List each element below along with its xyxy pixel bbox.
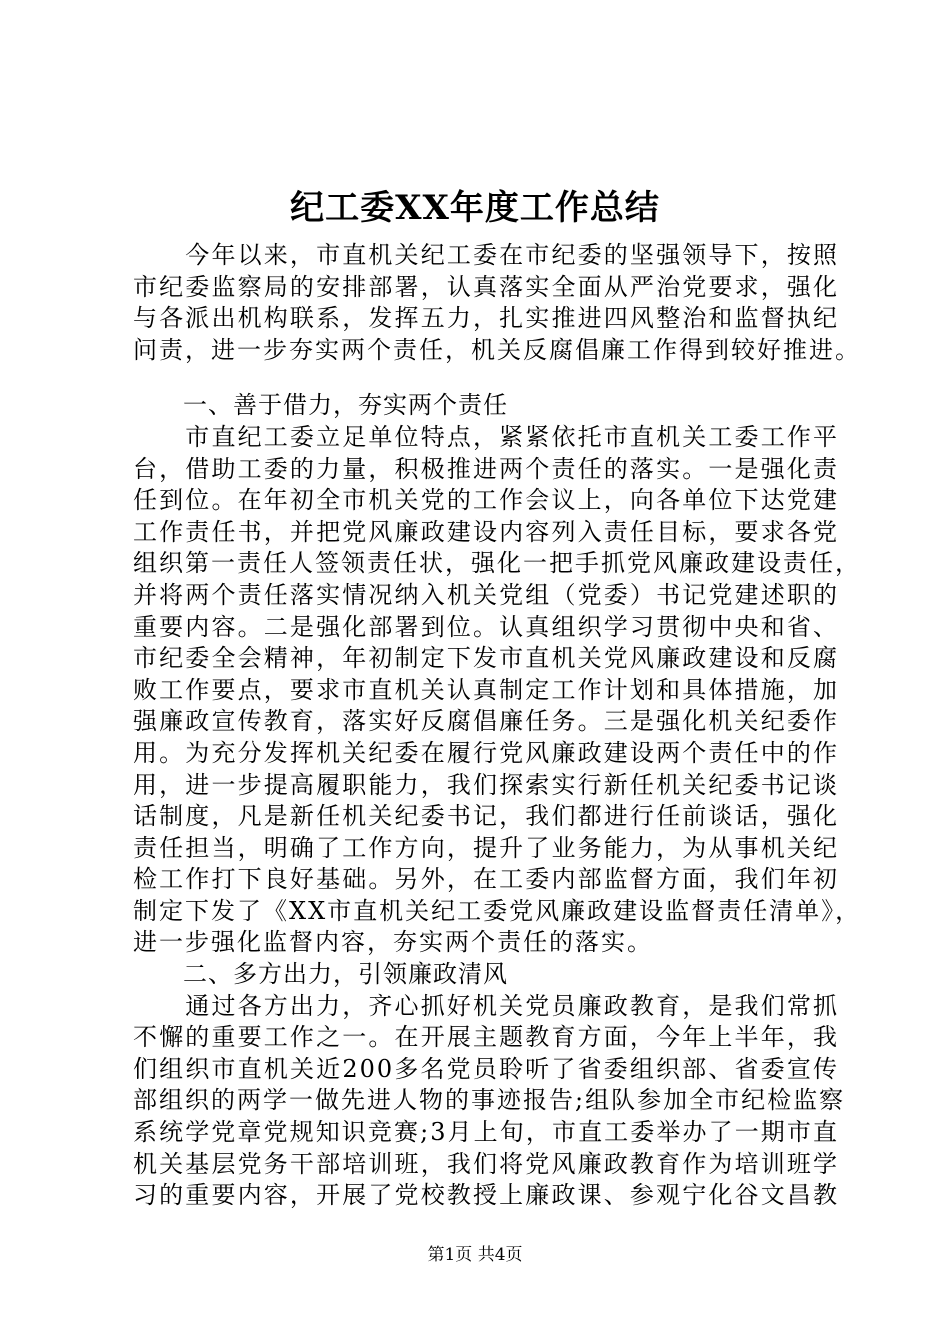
text-line: 台，借助工委的力量，积极推进两个责任的落实。一是强化责 — [133, 454, 839, 483]
text-line: 并将两个责任落实情况纳入机关党组（党委）书记党建述职的 — [133, 580, 839, 609]
text-line: 问责，进一步夯实两个责任，机关反腐倡廉工作得到较好推进。 — [133, 335, 861, 364]
text-line: 部组织的两学一做先进人物的事迹报告;组队参加全市纪检监察 — [133, 1086, 846, 1115]
text-line: 系统学党章党规知识竞赛;3月上旬，市直工委举办了一期市直 — [133, 1118, 839, 1147]
intro-paragraph — [133, 240, 861, 366]
text-line: 任到位。在年初全市机关党的工作会议上，向各单位下达党建 — [133, 486, 839, 515]
paragraph-gap — [133, 366, 839, 390]
document-body — [133, 240, 862, 1212]
section-heading: 二、多方出力，引领廉政清风 — [133, 960, 508, 989]
page-number-footer: 第1页 共4页 — [427, 1245, 523, 1265]
text-line: 市直纪工委立足单位特点，紧紧依托市直机关工委工作平 — [133, 422, 839, 451]
text-line: 通过各方出力，齐心抓好机关党员廉政教育，是我们常抓 — [133, 991, 839, 1020]
text-line: 今年以来，市直机关纪工委在市纪委的坚强领导下，按照 — [133, 241, 839, 269]
text-line: 败工作要点，要求市直机关认真制定工作计划和具体措施，加 — [133, 675, 839, 704]
text-line: 工作责任书，并把党风廉政建设内容列入责任目标，要求各党 — [133, 517, 839, 546]
text-line: 检工作打下良好基础。另外，在工委内部监督方面，我们年初 — [133, 865, 839, 894]
text-line: 话制度，凡是新任机关纪委书记，我们都进行任前谈话，强化 — [133, 802, 839, 831]
text-line: 用。为充分发挥机关纪委在履行党风廉政建设两个责任中的作 — [133, 738, 839, 767]
text-line: 们组织市直机关近200多名党员聆听了省委组织部、省委宣传 — [133, 1054, 839, 1083]
text-line: 市纪委全会精神，年初制定下发市直机关党风廉政建设和反腐 — [133, 644, 839, 673]
section-1 — [133, 390, 862, 959]
text-line: 进一步强化监督内容，夯实两个责任的落实。 — [133, 928, 653, 957]
text-line: 不懈的重要工作之一。在开展主题教育方面，今年上半年，我 — [133, 1023, 839, 1052]
text-line: 重要内容。二是强化部署到位。认真组织学习贯彻中央和省、 — [133, 612, 839, 641]
text-line: 组织第一责任人签领责任状，强化一把手抓党风廉政建设责任， — [133, 549, 861, 578]
text-line: 与各派出机构联系，发挥五力，扎实推进四风整治和监督执纪 — [133, 304, 839, 333]
text-line: 市纪委监察局的安排部署，认真落实全面从严治党要求，强化 — [133, 272, 839, 301]
text-line: 强廉政宣传教育，落实好反腐倡廉任务。三是强化机关纪委作 — [133, 707, 839, 736]
text-line: 制定下发了《XX市直机关纪工委党风廉政建设监督责任清单》， — [133, 896, 862, 925]
text-line: 用，进一步提高履职能力，我们探索实行新任机关纪委书记谈 — [133, 770, 839, 799]
section-heading: 一、善于借力，夯实两个责任 — [133, 391, 508, 420]
document-title: 纪工委XX年度工作总结 — [290, 188, 660, 228]
text-line: 习的重要内容，开展了党校教授上廉政课、参观宁化谷文昌教 — [133, 1181, 839, 1210]
text-line: 责任担当，明确了工作方向，提升了业务能力，为从事机关纪 — [133, 833, 839, 862]
text-line: 机关基层党务干部培训班，我们将党风廉政教育作为培训班学 — [133, 1149, 839, 1178]
section-2 — [133, 959, 846, 1212]
